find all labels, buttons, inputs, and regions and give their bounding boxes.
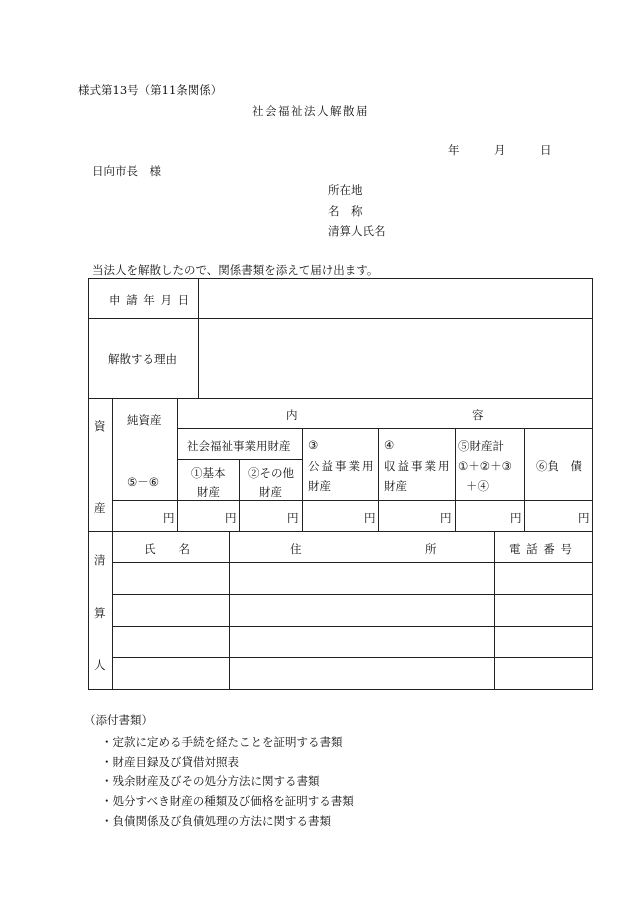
label-name: 名 称 bbox=[328, 204, 363, 218]
other-property-label-1: ②その他 bbox=[248, 466, 294, 480]
public-property-label-3: 財産 bbox=[308, 479, 331, 493]
date-month: 月 bbox=[494, 143, 506, 157]
label-liquidator-name: 清算人氏名 bbox=[328, 224, 386, 238]
application-date-label: 申 請 年 月 日 bbox=[109, 293, 191, 307]
net-assets-label: 純資産 bbox=[127, 413, 162, 427]
yen-net-assets: 円 bbox=[163, 511, 175, 525]
total-property-label-1: ⑤財産計 bbox=[458, 439, 504, 453]
liquidator-name-field-2[interactable] bbox=[113, 595, 229, 626]
phone-column-header: 電 話 番 号 bbox=[509, 542, 573, 556]
basic-property-label-2: 財産 bbox=[197, 485, 220, 499]
liquidator-label-1: 清 bbox=[94, 553, 106, 567]
liabilities-label: ⑥負 債 bbox=[536, 459, 582, 473]
attachment-item: ・処分すべき財産の種類及び価格を証明する書類 bbox=[101, 794, 354, 808]
addressee: 日向市長 様 bbox=[92, 164, 161, 178]
yen-total: 円 bbox=[510, 511, 522, 525]
yen-liabilities: 円 bbox=[578, 511, 590, 525]
address-header-right: 所 bbox=[425, 542, 437, 556]
assets-label-top: 資 bbox=[94, 419, 106, 433]
profit-property-label-1: ④ bbox=[384, 438, 395, 452]
net-assets-formula: ⑤－⑥ bbox=[127, 475, 160, 489]
liquidator-name-field-3[interactable] bbox=[113, 627, 229, 657]
breakdown-right-label: 容 bbox=[472, 408, 484, 422]
date-year: 年 bbox=[448, 143, 460, 157]
breakdown-left-label: 内 bbox=[286, 408, 298, 422]
other-property-label-2: 財産 bbox=[259, 485, 282, 499]
application-date-field[interactable] bbox=[199, 279, 592, 318]
address-header-left: 住 bbox=[290, 542, 302, 556]
welfare-property-label: 社会福祉事業用財産 bbox=[187, 439, 291, 453]
total-property-label-3: ＋④ bbox=[466, 479, 489, 493]
basic-property-label-1: ①基本 bbox=[191, 466, 226, 480]
attachment-item: ・財産目録及び貸借対照表 bbox=[101, 755, 239, 769]
assets-label-bottom: 産 bbox=[94, 501, 106, 515]
name-column-header: 氏 名 bbox=[144, 542, 190, 556]
attachment-item: ・残余財産及びその処分方法に関する書類 bbox=[101, 774, 320, 788]
total-property-label-2: ①＋②＋③ bbox=[458, 459, 512, 473]
liquidator-name-field-4[interactable] bbox=[113, 658, 229, 689]
attachment-item: ・定款に定める手続を経たことを証明する書類 bbox=[101, 735, 343, 749]
liquidator-name-field-1[interactable] bbox=[113, 563, 229, 594]
yen-public: 円 bbox=[364, 511, 376, 525]
intro-text: 当法人を解散したので、関係書類を添えて届け出ます。 bbox=[92, 263, 379, 277]
page-title: 社会福祉法人解散届 bbox=[252, 104, 369, 118]
reason-field[interactable] bbox=[199, 319, 592, 398]
label-location: 所在地 bbox=[328, 183, 363, 197]
form-number: 様式第13号（第11条関係） bbox=[78, 83, 223, 97]
attachments-heading: （添付書類） bbox=[84, 713, 153, 727]
public-property-label-2: 公益事業用 bbox=[308, 459, 376, 473]
profit-property-label-2: 収益事業用 bbox=[384, 459, 452, 473]
liquidator-label-3: 人 bbox=[94, 658, 106, 672]
date-day: 日 bbox=[540, 143, 552, 157]
profit-property-label-3: 財産 bbox=[384, 479, 407, 493]
yen-other: 円 bbox=[287, 511, 299, 525]
liquidator-label-2: 算 bbox=[94, 606, 106, 620]
public-property-label-1: ③ bbox=[308, 438, 319, 452]
yen-basic: 円 bbox=[225, 511, 237, 525]
attachment-item: ・負債関係及び負債処理の方法に関する書類 bbox=[101, 814, 331, 828]
yen-profit: 円 bbox=[440, 511, 452, 525]
reason-label: 解散する理由 bbox=[108, 352, 177, 366]
